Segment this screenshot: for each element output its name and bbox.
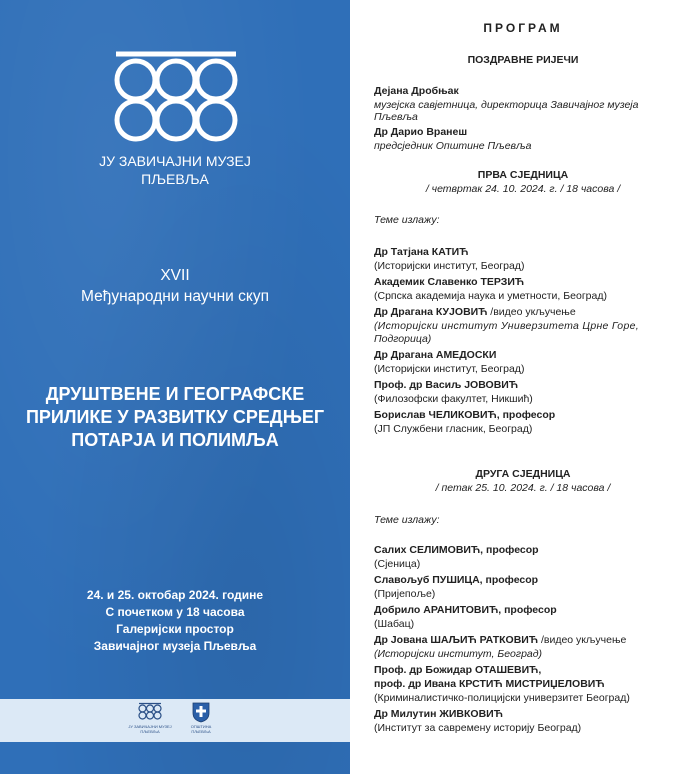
- session2-heading: ДРУГА СЈЕДНИЦА: [475, 468, 571, 480]
- museum-name: ЈУ ЗАВИЧАЈНИ МУЗЕЈ ПЉЕВЉА: [99, 153, 251, 187]
- logo-strip: [0, 699, 350, 742]
- speaker-name: Проф. др Божидар ОТАШЕВИЋ,: [374, 664, 542, 676]
- speaker-affiliation: (Шабац): [374, 618, 415, 630]
- conference-title: ДРУШТВЕНЕ И ГЕОГРАФСКЕ ПРИЛИКЕ У РАЗВИТКУ СРЕДЊЕГ ПОТАРЈА И ПОЛИМЉА: [25, 384, 325, 450]
- speaker-affiliation: (Историјски институт Универзитета Црне Горе,: [374, 320, 639, 332]
- session1-intro: Теме излажу:: [374, 214, 440, 226]
- program-heading: ПРОГРАМ: [483, 21, 563, 35]
- session1-heading: ПРВА СЈЕДНИЦА: [477, 169, 569, 181]
- speaker-name: Проф. др Васиљ ЈОВОВИЋ: [374, 379, 519, 391]
- session2-intro: Теме излажу:: [374, 514, 440, 526]
- session1-date: / четвртак 24. 10. 2024. г. / 18 часова /: [425, 183, 621, 195]
- greeter-role: Пљевља: [374, 111, 418, 123]
- event-edition: XVII Међународни научни скуп: [81, 267, 269, 305]
- speaker-affiliation: (Криминалистичко-полицијски универзитет Београд): [374, 692, 630, 704]
- video-note: /видео укључење: [538, 634, 627, 646]
- municipality-logo-text: ОПШТИНА ПЉЕВЉА: [190, 724, 212, 734]
- speaker-affiliation: (Српска академија наука и уметности, Београд): [374, 290, 607, 302]
- speaker-affiliation: (Пријепоље): [374, 588, 436, 600]
- speaker-affiliation: (Историјски институт, Београд): [374, 260, 525, 272]
- speaker-affiliation: (Сјеница): [374, 558, 421, 570]
- speaker-name: Борислав ЧЕЛИКОВИЋ, професор: [374, 409, 556, 421]
- speaker-name: Славољуб ПУШИЦА, професор: [374, 574, 539, 586]
- museum-logo: [112, 48, 240, 148]
- speaker-affiliation: (Историјски институт, Београд): [374, 363, 525, 375]
- greeter-role: музејска савјетница, директорица Завичајног музеја: [374, 99, 639, 111]
- speaker-name: Др Јована ШАЉИЋ РАТКОВИЋ /видео укључење: [374, 634, 627, 646]
- program-panel: [350, 0, 696, 774]
- speaker-affiliation: (ЈП Службени гласник, Београд): [374, 423, 533, 435]
- greeter-name: Др Дарио Вранеш: [374, 126, 468, 138]
- speaker-name: Салих СЕЛИМОВИЋ, професор: [374, 544, 539, 556]
- speaker-name: Др Драгана КУЈОВИЋ /видео укључење: [374, 306, 576, 318]
- municipality-crest-icon: [192, 702, 210, 723]
- greeter-role: предсједник Општине Пљевља: [374, 140, 532, 152]
- video-note: /видео укључење: [487, 306, 576, 318]
- speaker-name: Добрило АРАНИТОВИЋ, професор: [374, 604, 557, 616]
- museum-small-logo: [138, 702, 162, 722]
- speaker-affiliation: Подгорица): [374, 333, 432, 345]
- speaker-name: проф. др Ивана КРСТИЋ МИСТРИЏЕЛОВИЋ: [374, 678, 605, 690]
- greetings-heading: ПОЗДРАВНЕ РИЈЕЧИ: [467, 54, 579, 66]
- speaker-affiliation: (Историјски институт, Београд): [374, 648, 543, 660]
- speaker-name: Др Драгана АМЕДОСКИ: [374, 349, 497, 361]
- session2-date: / петак 25. 10. 2024. г. / 18 часова /: [435, 482, 611, 494]
- speaker-name: Академик Славенко ТЕРЗИЋ: [374, 276, 525, 288]
- greeter-name: Дејана Дробњак: [374, 85, 459, 97]
- speaker-name: Др Татјана КАТИЋ: [374, 246, 469, 258]
- museum-small-logo-text: ЈУ ЗАВИЧАЈНИ МУЗЕЈ ПЉЕВЉА: [128, 724, 172, 734]
- event-details: 24. и 25. октобар 2024. године С почетком у 18 часова Галеријски простор Завичајног музеја Пљевља: [86, 588, 264, 653]
- speaker-affiliation: (Филозофски факултет, Никшић): [374, 393, 533, 405]
- speaker-name: Др Милутин ЖИВКОВИЋ: [374, 708, 503, 720]
- speaker-affiliation: (Институт за савремену историју Београд): [374, 722, 582, 734]
